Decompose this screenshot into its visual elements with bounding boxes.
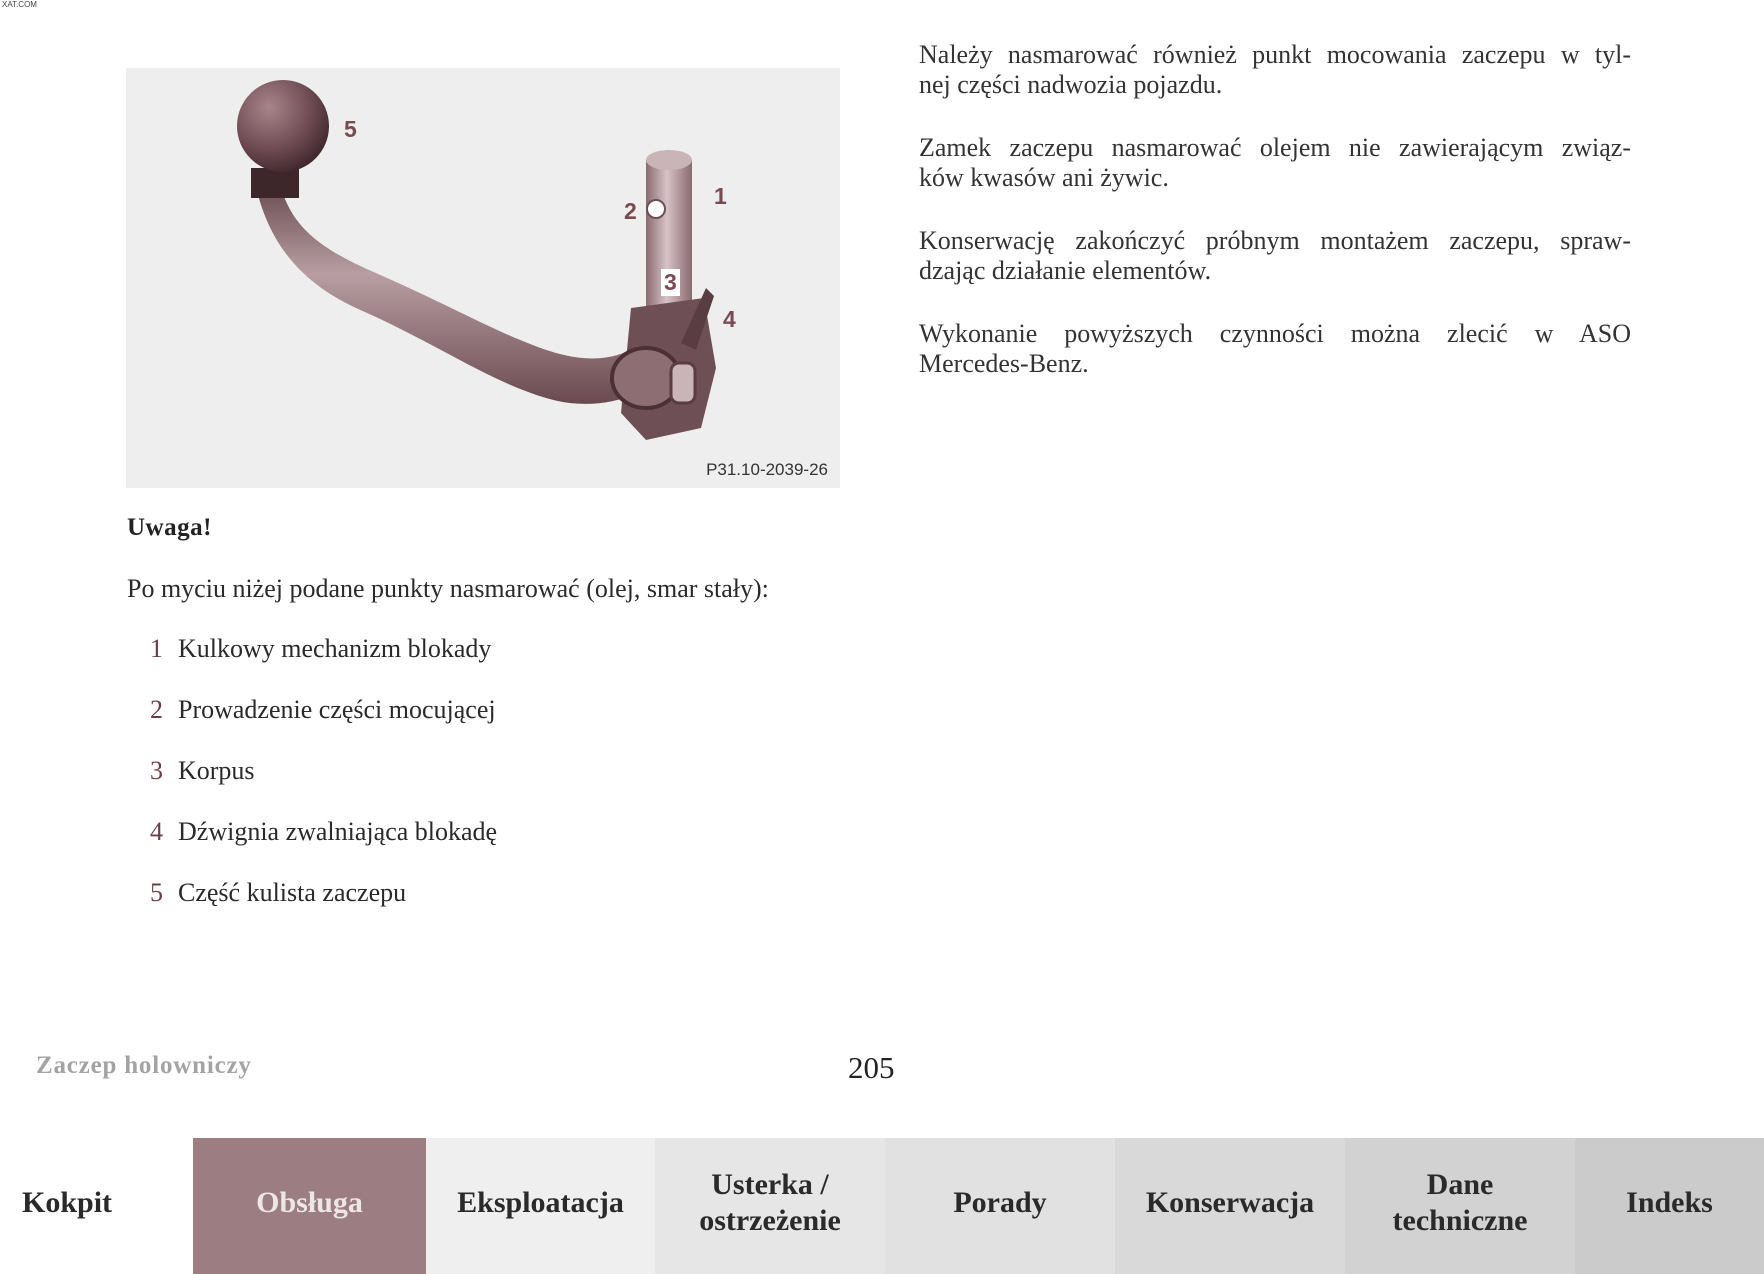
paragraph [919,319,1631,379]
item-text: Prowadzenie części mocującej [178,695,496,724]
item-text: Część kulista zaczepu [178,878,407,907]
tow-hook-figure [126,68,840,488]
tab-obsluga[interactable] [193,1138,426,1274]
paragraph [919,226,1631,286]
paragraph-line: dzając działanie elementów. [919,256,1212,285]
tab-label: Kokpit [22,1186,113,1219]
paragraph-line: Mercedes-Benz. [919,349,1089,378]
tab-label: Usterka / [711,1168,829,1201]
chapter-nav [0,1138,1764,1274]
tab-dane-techniczne[interactable] [1345,1138,1575,1274]
callout-4: 4 [723,306,736,332]
watermark: XAT.COM [2,0,37,9]
right-column [919,40,1631,412]
item-text: Kulkowy mechanizm blokady [178,634,492,663]
paragraph [919,40,1631,100]
section-name: Zaczep holowniczy [36,1052,252,1079]
lubrication-intro: Po myciu niżej podane punkty nasmarować (olej, smar stały): [127,574,769,603]
item-number: 2 [150,695,163,724]
item-number: 3 [150,756,163,785]
tab-label: techniczne [1392,1204,1528,1237]
item-text: Korpus [178,756,255,785]
item-text: Dźwignia zwalniająca blokadę [178,817,498,846]
tab-porady[interactable] [885,1138,1115,1274]
list-item [150,878,497,939]
callout-2: 2 [624,198,637,224]
paragraph-line: nej części nadwozia pojazdu. [919,70,1223,99]
item-number: 5 [150,878,163,907]
tow-hook-illustration [126,68,840,488]
item-number: 4 [150,817,163,846]
tab-label: Obsługa [256,1186,363,1219]
callout-3: 3 [661,269,680,296]
callout-1: 1 [714,183,727,209]
tab-label: Indeks [1626,1186,1713,1219]
tab-usterka-ostrzezenie[interactable] [655,1138,885,1274]
callout-5: 5 [344,116,357,142]
tab-konserwacja[interactable] [1115,1138,1345,1274]
item-number: 1 [150,634,163,663]
parts-list [150,634,497,939]
list-item [150,756,497,817]
tab-label: Eksploatacja [457,1186,624,1219]
tab-label: Dane [1426,1168,1494,1201]
paragraph-line: Konserwację zakończyć próbnym montażem zaczepu, spraw- [919,226,1631,255]
tab-label: Porady [953,1186,1047,1219]
paragraph-line: Zamek zaczepu nasmarować olejem nie zawierającym związ- [919,133,1631,162]
tab-indeks[interactable] [1575,1138,1764,1274]
tab-label: ostrzeżenie [699,1204,841,1237]
page-number: 205 [848,1050,895,1085]
list-item [150,817,497,878]
paragraph-line: Należy nasmarować również punkt mocowania zaczepu w tyl- [919,40,1631,69]
tab-label: Konserwacja [1145,1186,1315,1219]
tab-eksploatacja[interactable] [426,1138,655,1274]
paragraph-line: ków kwasów ani żywic. [919,163,1169,192]
note-heading: Uwaga! [127,514,212,541]
list-item [150,634,497,695]
tab-kokpit[interactable] [0,1138,193,1274]
list-item [150,695,497,756]
paragraph-line: Wykonanie powyższych czynności można zlecić w ASO [919,319,1631,348]
paragraph [919,133,1631,193]
figure-code: P31.10-2039-26 [706,460,828,479]
